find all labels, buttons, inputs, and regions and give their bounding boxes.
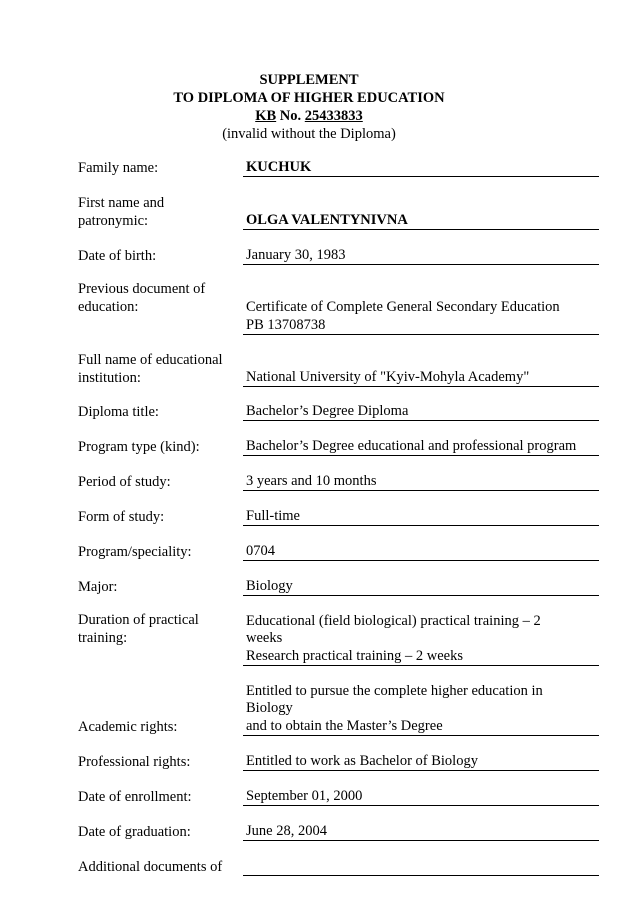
field-value: Entitled to pursue the complete higher education in Biology and to obtain the Master’s Degree: [243, 683, 599, 737]
field-value: Entitled to work as Bachelor of Biology: [243, 753, 599, 772]
field-label: Academic rights:: [78, 718, 178, 735]
field-label: First name and patronymic:: [78, 195, 165, 229]
validity-note: (invalid without the Diploma): [222, 126, 396, 142]
field-speciality: [78, 541, 599, 561]
field-value: KUCHUK: [243, 159, 599, 178]
field-label: Duration of practical training:: [78, 612, 199, 646]
field-value: Full-time: [243, 508, 599, 527]
number-prefix: No.: [279, 108, 302, 124]
field-label: Date of graduation:: [78, 823, 191, 840]
field-value: Bachelor’s Degree educational and professional program: [243, 438, 599, 457]
field-value: June 28, 2004: [243, 823, 599, 842]
field-label: Program type (kind):: [78, 438, 200, 455]
number-value: 25433833: [304, 108, 363, 124]
field-label: Program/speciality:: [78, 543, 192, 560]
field-date-of-birth: [78, 245, 599, 265]
field-label: Date of enrollment:: [78, 788, 192, 805]
field-previous-document: [78, 280, 599, 335]
field-label: Professional rights:: [78, 753, 191, 770]
field-value: January 30, 1983: [243, 247, 599, 266]
field-major: [78, 576, 599, 596]
field-value: National University of "Kyiv-Mohyla Academy": [243, 369, 599, 388]
field-value: [243, 857, 599, 876]
field-date-of-graduation: [78, 821, 599, 841]
field-family-name: [78, 157, 599, 177]
field-first-name: [78, 192, 599, 230]
field-label: Full name of educational institution:: [78, 352, 223, 386]
field-label: Family name:: [78, 159, 159, 176]
field-period-of-study: [78, 471, 599, 491]
document-title: SUPPLEMENT: [259, 72, 359, 88]
field-value: Biology: [243, 578, 599, 597]
document-header: [0, 72, 618, 144]
document-subtitle: TO DIPLOMA OF HIGHER EDUCATION: [173, 90, 445, 106]
field-value: 0704: [243, 543, 599, 562]
field-value: OLGA VALENTYNIVNA: [243, 212, 599, 231]
field-label: Previous document of education:: [78, 281, 206, 315]
field-label: Date of birth:: [78, 247, 157, 264]
field-label: Diploma title:: [78, 403, 159, 420]
field-label: Form of study:: [78, 508, 165, 525]
field-value: Certificate of Complete General Secondary Education PB 13708738: [243, 299, 599, 335]
field-form-of-study: [78, 506, 599, 526]
field-professional-rights: [78, 751, 599, 771]
diploma-number: [0, 108, 618, 126]
field-additional-documents: [78, 856, 599, 876]
field-value: Educational (field biological) practical training – 2 weeks Research practical training – 2 weeks: [243, 613, 599, 667]
field-academic-rights: [78, 682, 599, 736]
field-practical-training: [78, 612, 599, 666]
field-date-of-enrollment: [78, 786, 599, 806]
field-label: Additional documents of: [78, 858, 223, 875]
field-program-type: [78, 436, 599, 456]
field-diploma-title: [78, 401, 599, 421]
field-value: September 01, 2000: [243, 788, 599, 807]
field-label: Major:: [78, 578, 118, 595]
field-value: 3 years and 10 months: [243, 473, 599, 492]
field-institution: [78, 349, 599, 387]
diploma-series: KB: [255, 108, 277, 124]
field-label: Period of study:: [78, 473, 171, 490]
field-value: Bachelor’s Degree Diploma: [243, 403, 599, 422]
